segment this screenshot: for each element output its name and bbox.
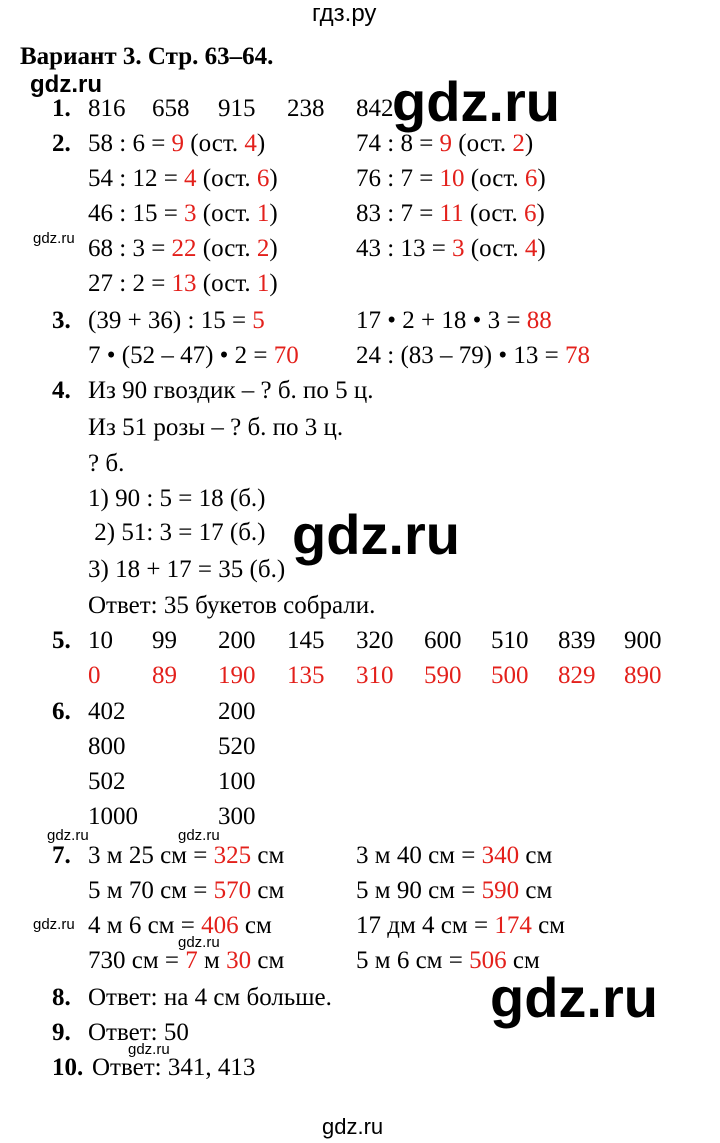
conversion-line <box>356 946 540 976</box>
division-line <box>88 129 265 159</box>
task5-value: 600 <box>424 627 462 654</box>
answer-value: 406 <box>201 912 239 939</box>
answer-value: 2 <box>256 235 270 262</box>
expression-text: 83 : 7 = <box>356 200 440 227</box>
expression-text: ) <box>269 235 278 262</box>
task5-value: 900 <box>624 627 662 654</box>
task1-value: 816 <box>88 95 126 122</box>
division-line <box>88 234 278 264</box>
task5-answer: 590 <box>424 662 462 689</box>
answer-value: 88 <box>526 307 552 334</box>
conversion-line <box>88 876 284 906</box>
watermark-big-1: gdz.ru <box>392 70 560 133</box>
watermark-small-3: gdz.ru <box>178 827 220 844</box>
task6-value: 1000 <box>88 803 138 830</box>
expression-text: 3 м 40 см = <box>356 842 482 869</box>
watermark-big-3: gdz.ru <box>490 966 658 1029</box>
expression-text: ) <box>537 165 546 192</box>
expression-text: см <box>531 912 565 939</box>
conversion-line <box>356 876 552 906</box>
solution-line: Из 90 гвоздик – ? б. по 5 ц. <box>88 377 374 404</box>
answer-value: 3 <box>184 200 197 227</box>
conversion-line <box>88 946 284 976</box>
watermark-small-5: gdz.ru <box>178 934 220 951</box>
watermark-small-6: gdz.ru <box>128 1041 170 1058</box>
answer-value: 9 <box>439 130 453 157</box>
expression-text: (ост. <box>196 165 257 192</box>
answer-value: 9 <box>171 130 185 157</box>
task6-value: 402 <box>88 698 126 725</box>
expression-text: см <box>238 912 272 939</box>
answer-value: 13 <box>171 270 197 297</box>
task5-answer: 89 <box>152 662 177 689</box>
answer-line: Ответ: 50 <box>88 1019 189 1046</box>
expression-text: см <box>519 842 553 869</box>
watermark-big-2: gdz.ru <box>292 503 460 566</box>
expression-text: ) <box>537 235 546 262</box>
task6-value: 200 <box>218 698 256 725</box>
expression-text: см <box>506 947 540 974</box>
expression-text: 68 : 3 = <box>88 235 172 262</box>
expression-text: ) <box>269 165 278 192</box>
task-number: 2. <box>52 130 71 157</box>
task-number: 7. <box>52 842 71 869</box>
task5-value: 839 <box>558 627 596 654</box>
task-number: 8. <box>52 984 71 1011</box>
expression-text: (ост. <box>184 130 245 157</box>
expression-text: 3 м 25 см = <box>88 842 214 869</box>
division-line <box>88 199 278 229</box>
answer-value: 3 <box>452 235 465 262</box>
task-number: 6. <box>52 698 71 725</box>
answer-value: 7 <box>185 947 198 974</box>
task1-value: 658 <box>152 95 190 122</box>
expression-text: 7 • (52 – 47) • 2 = <box>88 342 274 369</box>
task-number: 1. <box>52 95 71 122</box>
division-line <box>88 164 278 194</box>
answer-value: 70 <box>273 342 299 369</box>
expression-text: (ост. <box>452 130 513 157</box>
task5-answer: 310 <box>356 662 394 689</box>
division-line <box>356 234 546 264</box>
expression-text: 54 : 12 = <box>88 165 185 192</box>
site-header: гдз.ру <box>312 0 377 27</box>
division-line <box>356 164 546 194</box>
expression-text: (ост. <box>196 200 257 227</box>
expression-text: см <box>251 947 285 974</box>
task5-value: 145 <box>287 627 325 654</box>
expression-line <box>356 306 552 336</box>
task5-answer: 829 <box>558 662 596 689</box>
answer-line: Ответ: 35 букетов собрали. <box>88 592 376 619</box>
task-number: 4. <box>52 377 71 404</box>
expression-text: 74 : 8 = <box>356 130 440 157</box>
task1-value: 842 <box>356 95 394 122</box>
answer-value: 4 <box>524 235 538 262</box>
watermark-small-1: gdz.ru <box>33 230 75 247</box>
expression-text: (ост. <box>464 165 525 192</box>
expression-text: 24 : (83 – 79) • 13 = <box>356 342 565 369</box>
task-number: 5. <box>52 627 71 654</box>
expression-text: 27 : 2 = <box>88 270 172 297</box>
solution-line: ? б. <box>88 450 125 477</box>
task5-value: 10 <box>88 627 113 654</box>
watermark-small-4: gdz.ru <box>33 916 75 933</box>
page-title: Вариант 3. Стр. 63–64. <box>20 43 274 70</box>
expression-text: 5 м 90 см = <box>356 877 482 904</box>
watermark-small-top: gdz.ru <box>30 71 102 98</box>
conversion-line <box>88 911 272 941</box>
expression-text: ) <box>256 130 266 157</box>
answer-value: 6 <box>256 165 270 192</box>
expression-text: 17 дм 4 см = <box>356 912 495 939</box>
answer-value: 6 <box>524 165 538 192</box>
answer-value: 590 <box>481 877 520 904</box>
expression-text: (ост. <box>464 235 525 262</box>
answer-value: 2 <box>512 130 525 157</box>
task5-answer: 135 <box>287 662 325 689</box>
expression-text: 46 : 15 = <box>88 200 185 227</box>
task6-value: 520 <box>218 733 256 760</box>
division-line <box>356 199 545 229</box>
expression-text: 43 : 13 = <box>356 235 453 262</box>
expression-text: (39 + 36) : 15 = <box>88 307 253 334</box>
expression-text: 76 : 7 = <box>356 165 440 192</box>
conversion-line <box>356 911 565 941</box>
answer-value: 11 <box>439 200 464 227</box>
expression-text: (ост. <box>196 235 257 262</box>
answer-value: 4 <box>184 165 197 192</box>
expression-text: м <box>197 947 227 974</box>
division-line <box>356 129 533 159</box>
expression-text: см <box>251 877 285 904</box>
expression-text: 5 м 70 см = <box>88 877 214 904</box>
task6-value: 300 <box>218 803 256 830</box>
answer-line: Ответ: 341, 413 <box>92 1054 256 1081</box>
division-line <box>88 269 278 299</box>
task-number: 10. <box>52 1054 84 1081</box>
answer-value: 325 <box>213 842 252 869</box>
expression-text: (ост. <box>196 270 257 297</box>
expression-text: 730 см = <box>88 947 186 974</box>
task5-value: 99 <box>152 627 177 654</box>
answer-value: 570 <box>213 877 252 904</box>
solution-line: 2) 51: 3 = 17 (б.) <box>88 519 266 546</box>
task5-value: 510 <box>491 627 529 654</box>
task5-answer: 190 <box>218 662 256 689</box>
footer-watermark: gdz.ru <box>322 1114 384 1139</box>
task-number: 3. <box>52 307 71 334</box>
answer-value: 22 <box>171 235 197 262</box>
expression-line <box>88 306 265 336</box>
solution-line: 1) 90 : 5 = 18 (б.) <box>88 485 266 512</box>
task1-value: 238 <box>287 95 325 122</box>
task5-value: 320 <box>356 627 394 654</box>
task5-answer: 500 <box>491 662 529 689</box>
conversion-line <box>88 841 284 871</box>
expression-line <box>356 341 590 371</box>
expression-text: 4 м 6 см = <box>88 912 202 939</box>
expression-line <box>88 341 299 371</box>
answer-value: 5 <box>252 307 265 334</box>
answer-value: 4 <box>244 130 257 157</box>
answer-value: 6 <box>523 200 537 227</box>
answer-value: 174 <box>494 912 532 939</box>
answer-value: 10 <box>439 165 465 192</box>
task6-value: 100 <box>218 768 256 795</box>
expression-text: ) <box>536 200 545 227</box>
solution-line: 3) 18 + 17 = 35 (б.) <box>88 556 286 583</box>
task5-value: 200 <box>218 627 256 654</box>
expression-text: см <box>519 877 553 904</box>
conversion-line <box>356 841 552 871</box>
answer-value: 78 <box>564 342 590 369</box>
answer-value: 340 <box>481 842 520 869</box>
expression-text: ) <box>269 270 278 297</box>
answer-line: Ответ: на 4 см больше. <box>88 984 332 1011</box>
expression-text: ) <box>524 130 534 157</box>
task5-answer: 0 <box>88 662 101 689</box>
task1-value: 915 <box>218 95 256 122</box>
expression-text: ) <box>269 200 278 227</box>
expression-text: 5 м 6 см = <box>356 947 470 974</box>
solution-line: Из 51 розы – ? б. по 3 ц. <box>88 414 344 441</box>
answer-value: 506 <box>469 947 507 974</box>
task6-value: 800 <box>88 733 126 760</box>
answer-value: 1 <box>256 200 270 227</box>
answer-value: 30 <box>226 947 252 974</box>
answer-value: 1 <box>256 270 270 297</box>
task6-value: 502 <box>88 768 126 795</box>
task5-answer: 890 <box>624 662 662 689</box>
expression-text: (ост. <box>463 200 524 227</box>
expression-text: 17 • 2 + 18 • 3 = <box>356 307 527 334</box>
task-number: 9. <box>52 1019 71 1046</box>
watermark-small-2: gdz.ru <box>47 827 89 844</box>
expression-text: 58 : 6 = <box>88 130 172 157</box>
expression-text: см <box>251 842 285 869</box>
